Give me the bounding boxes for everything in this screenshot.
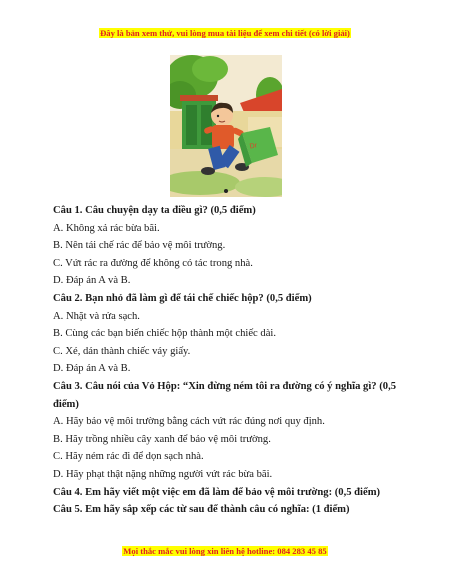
question-1-option-b: B. Nên tái chế rác để bảo vệ môi trường. bbox=[53, 240, 226, 252]
svg-text:Dr: Dr bbox=[249, 142, 258, 151]
question-2-option-b: B. Cùng các bạn biến chiếc hộp thành một chiếc dài. bbox=[53, 328, 276, 340]
hotline-notice-text: Mọi thắc mắc vui lòng xin liên hệ hotline: 084 283 45 85 bbox=[123, 546, 327, 556]
preview-notice-text: Đây là bản xem thử, vui lòng mua tài liệu để xem chi tiết (có lời giải) bbox=[100, 28, 350, 38]
preview-notice bbox=[0, 28, 450, 38]
question-1-option-a: A. Không xả rác bừa bãi. bbox=[53, 222, 160, 234]
question-5-title: Câu 5. Em hãy sắp xếp các từ sau để thành câu có nghĩa: (1 điểm) bbox=[53, 504, 350, 516]
question-1-option-c: C. Vứt rác ra đường để không có tác trong nhà. bbox=[53, 257, 253, 269]
question-3-option-a: A. Hãy bảo vệ môi trường bằng cách vứt rác đúng nơi quy định. bbox=[53, 416, 325, 428]
story-illustration bbox=[170, 55, 282, 197]
question-3-title: Câu 3. Câu nói của Vỏ Hộp: “Xin đừng ném tôi ra đường có ý nghĩa gì? (0,5 điểm) bbox=[53, 380, 397, 410]
question-3-option-c: C. Hãy ném rác đi để dọn sạch nhà. bbox=[53, 451, 204, 463]
question-3-option-d: D. Hãy phạt thật nặng những người vứt rác bừa bãi. bbox=[53, 468, 273, 480]
question-2-title: Câu 2. Bạn nhỏ đã làm gì để tái chế chiếc hộp? (0,5 điểm) bbox=[53, 292, 312, 304]
question-2-option-c: C. Xé, dán thành chiếc váy giấy. bbox=[53, 345, 191, 357]
questions-section bbox=[53, 202, 403, 519]
question-2-option-a: A. Nhặt và rửa sạch. bbox=[53, 310, 140, 322]
question-3-option-b: B. Hãy trồng nhiều cây xanh để bảo vệ môi trường. bbox=[53, 433, 271, 445]
question-1-title: Câu 1. Câu chuyện dạy ta điều gì? (0,5 điểm) bbox=[53, 205, 256, 216]
hotline-notice bbox=[0, 546, 450, 556]
question-1-option-d: D. Đáp án A và B. bbox=[53, 275, 131, 287]
question-2-option-d: D. Đáp án A và B. bbox=[53, 363, 131, 375]
question-4-title: Câu 4. Em hãy viết một việc em đã làm để bảo vệ môi trường: (0,5 điểm) bbox=[53, 486, 381, 498]
